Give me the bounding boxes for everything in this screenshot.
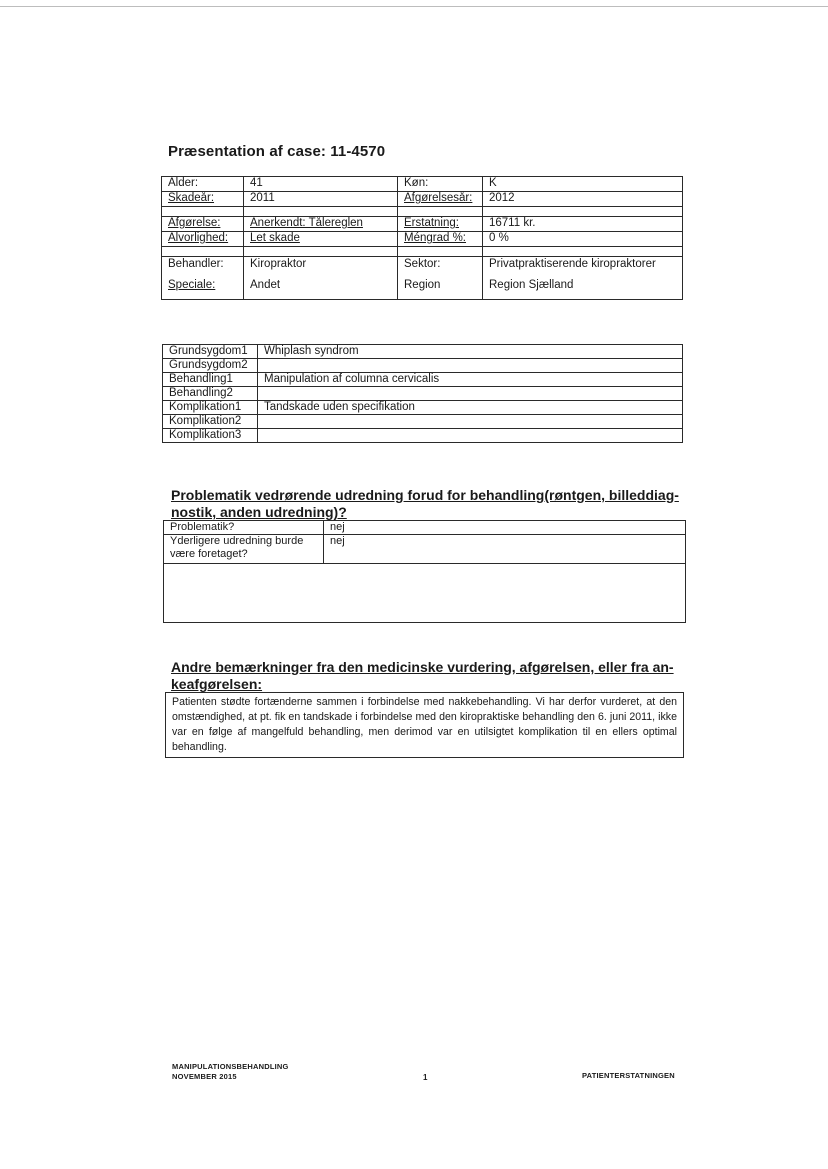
- problematik-table: [163, 520, 686, 623]
- erstatning-value: 16711 kr.: [483, 217, 683, 232]
- blank-cell: [244, 247, 398, 257]
- behandler-label: Behandler:: [162, 257, 244, 279]
- alvorlighed-value: Let skade: [244, 232, 398, 247]
- andre-heading-line1: Andre bemærkninger fra den medicinske vurdering, afgørelsen, eller fra an-: [171, 659, 674, 675]
- udredning-value: nej: [324, 535, 686, 564]
- kon-value: K: [483, 177, 683, 192]
- footer-report-title: MANIPULATIONSBEHANDLING: [172, 1062, 289, 1071]
- alder-label: Alder:: [162, 177, 244, 192]
- problematik-notes-cell: [164, 564, 686, 623]
- diagnosis-value: [258, 429, 683, 443]
- diagnosis-label: Komplikation1: [163, 401, 258, 415]
- speciale-value: Andet: [244, 278, 398, 300]
- mengrad-label: Méngrad %:: [398, 232, 483, 247]
- alder-value: 41: [244, 177, 398, 192]
- speciale-label: Speciale:: [162, 278, 244, 300]
- problematik-heading: [171, 487, 681, 521]
- sektor-value: Privatpraktiserende kiropraktorer: [483, 257, 683, 279]
- diagnosis-label: Behandling2: [163, 387, 258, 401]
- page-number: 1: [423, 1073, 428, 1082]
- blank-cell: [398, 247, 483, 257]
- diagnosis-table: [162, 344, 683, 443]
- diagnosis-label: Grundsygdom2: [163, 359, 258, 373]
- table-row: [164, 564, 686, 623]
- remarks-text: Patienten stødte fortænderne sammen i forbindelse med nakkebehandling. Vi har derfor vurderet, at den omstændighed, at pt. fik en tandskade i forbindelse med den kiropraktiske behandling den 6. juni 2011, ikke var en følge af mangelfuld behandling, men derimod var en utilsigtet komplikation til en ellers optimal behandling.: [165, 692, 684, 758]
- diagnosis-label: Behandling1: [163, 373, 258, 387]
- diagnosis-value: Tandskade uden specifikation: [258, 401, 683, 415]
- afgorelse-label: Afgørelse:: [162, 217, 244, 232]
- blank-cell: [483, 247, 683, 257]
- blank-cell: [162, 247, 244, 257]
- case-title: Præsentation af case: 11-4570: [168, 143, 386, 160]
- footer-left: [172, 1062, 289, 1082]
- problematik-heading-line2: nostik, anden udredning)?: [171, 504, 347, 520]
- case-info-table: [161, 176, 683, 300]
- mengrad-value: 0 %: [483, 232, 683, 247]
- diagnosis-value: [258, 359, 683, 373]
- diagnosis-label: Komplikation3: [163, 429, 258, 443]
- sektor-label: Sektor:: [398, 257, 483, 279]
- diagnosis-value: [258, 415, 683, 429]
- table-row: [163, 387, 683, 401]
- region-value: Region Sjælland: [483, 278, 683, 300]
- afgorelse-value: Anerkendt: Tålereglen: [244, 217, 398, 232]
- skadear-label: Skadeår:: [162, 192, 244, 207]
- alvorlighed-label: Alvorlighed:: [162, 232, 244, 247]
- blank-cell: [398, 207, 483, 217]
- skadear-value: 2011: [244, 192, 398, 207]
- footer-organization: PATIENTERSTATNINGEN: [582, 1071, 675, 1080]
- diagnosis-value: [258, 387, 683, 401]
- table-row: [164, 535, 686, 564]
- diagnosis-value: Whiplash syndrom: [258, 345, 683, 359]
- problematik-heading-line1: Problematik vedrørende udredning forud for behandling(røntgen, billeddiag-: [171, 487, 679, 503]
- table-row: [163, 359, 683, 373]
- udredning-label: Yderligere udredning burde være foretaget?: [164, 535, 324, 564]
- diagnosis-value: Manipulation af columna cervicalis: [258, 373, 683, 387]
- table-row: [163, 429, 683, 443]
- table-row: [164, 521, 686, 535]
- behandler-value: Kiropraktor: [244, 257, 398, 279]
- footer-date: NOVEMBER 2015: [172, 1072, 237, 1081]
- afgorelsesar-value: 2012: [483, 192, 683, 207]
- kon-label: Køn:: [398, 177, 483, 192]
- andre-heading: [171, 659, 681, 693]
- table-row: [163, 415, 683, 429]
- afgorelsesar-label: Afgørelsesår:: [398, 192, 483, 207]
- blank-cell: [483, 207, 683, 217]
- diagnosis-label: Komplikation2: [163, 415, 258, 429]
- page-top-rule: [0, 6, 828, 7]
- table-row: [163, 401, 683, 415]
- region-label: Region: [398, 278, 483, 300]
- erstatning-label: Erstatning:: [398, 217, 483, 232]
- table-row: [163, 373, 683, 387]
- andre-heading-line2: keafgørelsen:: [171, 676, 263, 692]
- diagnosis-label: Grundsygdom1: [163, 345, 258, 359]
- blank-cell: [162, 207, 244, 217]
- table-row: [163, 345, 683, 359]
- problematik-value: nej: [324, 521, 686, 535]
- problematik-label: Problematik?: [164, 521, 324, 535]
- blank-cell: [244, 207, 398, 217]
